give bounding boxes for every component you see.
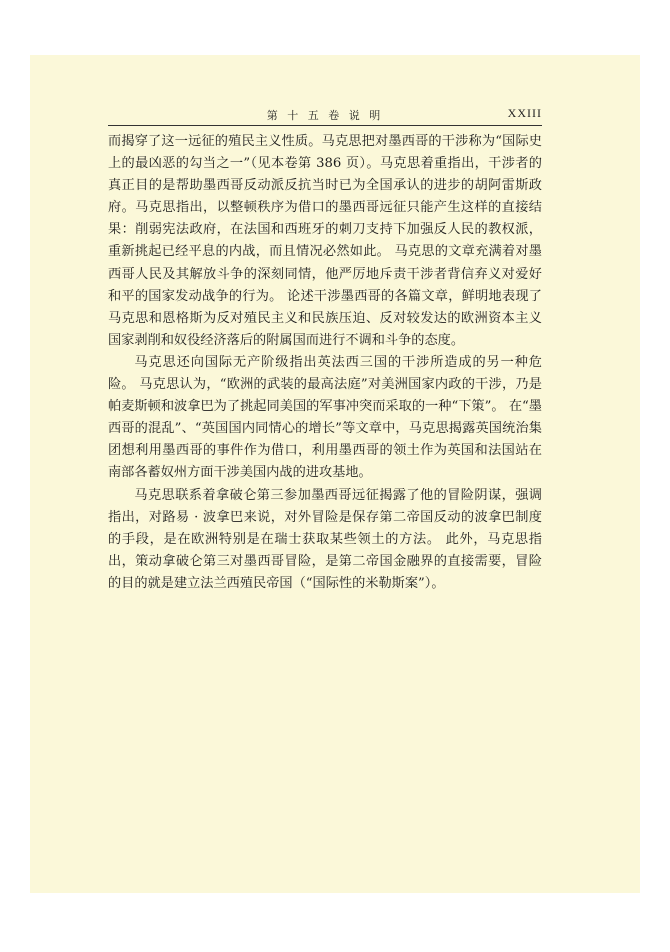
paragraph: 马克思联系着拿破仑第三参加墨西哥远征揭露了他的冒险阴谋，强调指出，对路易 · 波拿巴来说，对外冒险是保存第二帝国反动的波拿巴制度的手段，是在欧洲特别是在瑞士获取某些领土的方法。 此外，马克思指出，策动拿破仑第三对墨西哥冒险，是第二帝国金融界的直接需要，冒险的目的就是建立法兰西殖民帝国（“国际性的米勒斯案”）。 [108, 487, 542, 591]
paragraph: 而揭穿了这一远征的殖民主义性质。马克思把对墨西哥的干涉称为“国际史上的最凶恶的勾当之一”（见本卷第 386 页）。马克思着重指出，干涉者的真正目的是帮助墨西哥反动派反抗当时已为全国承认的进步的胡阿雷斯政府。马克思指出，以整顿秩序为借口的墨西哥远征只能产生这样的直接结果：削弱宪法政府，在法国和西班牙的刺刀支持下加强反人民的教权派，重新挑起已经平息的内战，而且情况必然如此。 马克思的文章充满着对墨西哥人民及其解放斗争的深刻同情，他严厉地斥责干涉者背信弃义对爱好和平的国家发动战争的行为。 论述干涉墨西哥的各篇文章，鲜明地表现了马克思和恩格斯为反对殖民主义和民族压迫、反对较发达的欧洲资本主义国家剥削和奴役经济落后的附属国而进行不调和斗争的态度。 [108, 134, 542, 348]
running-title: 第 十 五 卷 说 明 [266, 109, 384, 122]
paragraph: 马克思还向国际无产阶级指出英法西三国的干涉所造成的另一种危险。 马克思认为，“欧洲的武装的最高法庭”对美洲国家内政的干涉，乃是帕麦斯顿和波拿巴为了挑起同美国的军事冲突而采取的一种“下策”。 在“墨西哥的混乱”、“英国国内同情心的增长”等文章中，马克思揭露英国统治集团想利用墨西哥的事件作为借口，利用墨西哥的领土作为英国和法国站在南部各蓄奴州方面干涉美国内战的进攻基地。 [108, 354, 542, 481]
header-rule [108, 125, 542, 126]
body-text [108, 131, 542, 595]
running-head [108, 103, 542, 123]
page-number: XXIII [507, 106, 542, 120]
